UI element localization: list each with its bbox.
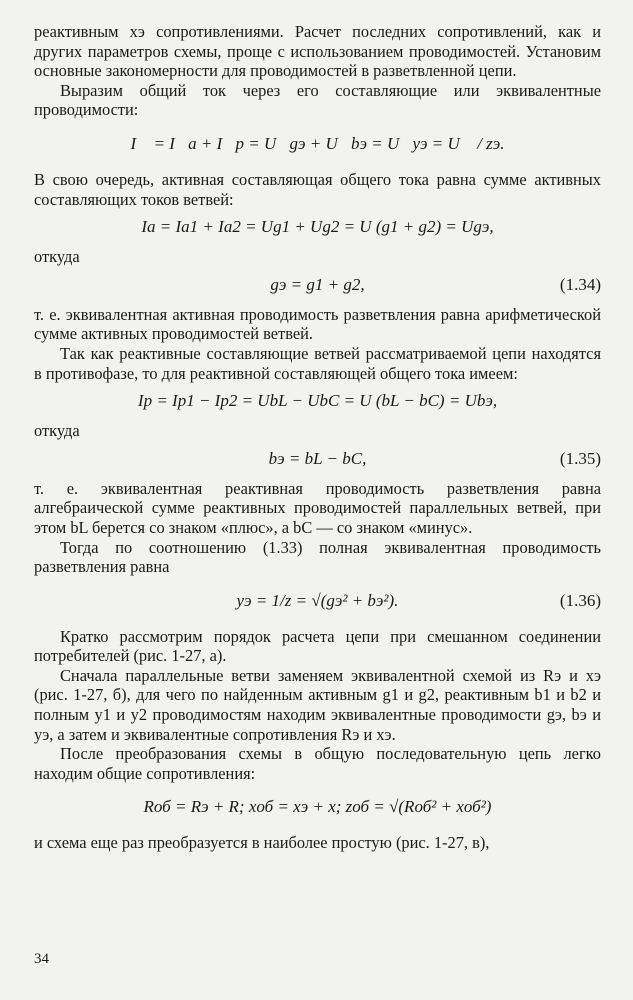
paragraph-reactive-intro: Так как реактивные составляющие ветвей рассматриваемой цепи находятся в противофазе, то для реактивной составляющей общего тока имеем: [34,343,601,383]
formula-text: gэ = g1 + g2, [270,274,365,294]
formula-reactive-current [34,391,601,413]
formula-1-34 [34,275,601,297]
formula-number: (1.35) [559,448,601,468]
formula-total-resistances [34,797,601,819]
paragraph-total-current: Выразим общий ток через его составляющие или эквивалентные проводимости: [34,80,601,120]
paragraph-continuation: реактивным xэ сопротивлениями. Расчет последних сопротивлений, как и других параметров схемы, проще с использованием проводимостей. Установим основные закономерности для проводимостей в разветвленной цепи. [34,22,601,81]
formula-active-current [34,217,601,239]
formula-text: Iа = Iа1 + Iа2 = Ug1 + Ug2 = U (g1 + g2) = Ugэ, [141,217,494,237]
paragraph-active-component: В свою очередь, активная составляющая общего тока равна сумме активных составляющих токов ветвей: [34,169,601,209]
paragraph-reactive-sum: т. е. эквивалентная реактивная проводимость разветвления равна алгебраической сумме реактивных проводимостей параллельных ветвей, при этом bL берется со знаком «плюс», а bC — со знаком «минус». [34,478,601,537]
formula-1-35 [34,449,601,471]
formula-text: Rоб = Rэ + R; xоб = xэ + x; zоб = √(Rоб² + xоб²) [143,797,492,817]
formula-number: (1.36) [559,590,601,610]
paragraph-active-sum: т. е. эквивалентная активная проводимость разветвления равна арифметической сумме активных проводимостей ветвей. [34,304,601,344]
formula-number: (1.34) [559,274,601,294]
paragraph-series-conversion: После преобразования схемы в общую последовательную цепь легко находим общие сопротивления: [34,744,601,783]
formula-text: bэ = bL − bC, [268,448,367,468]
paragraph-full-conductance: Тогда по соотношению (1.33) полная эквивалентная проводимость разветвления равна [34,537,601,577]
page-number: 34 [34,951,49,967]
formula-text: yэ = 1/z = √(gэ² + bэ²). [236,590,399,610]
paragraph-whence: откуда [34,247,80,267]
paragraph-mixed-connection: Кратко рассмотрим порядок расчета цепи при смешанном соединении потребителей (рис. 1-27, а). [34,626,601,666]
formula-total-current [34,134,601,156]
paragraph-equivalent-scheme: Сначала параллельные ветви заменяем эквивалентной схемой из Rэ и xэ (рис. 1-27, б), для чего по найденным активным g1 и g2, реактивным b1 и b2 и полным y1 и y2 проводимостям находим эквивалентные проводимости gэ, bэ и yэ, а затем и эквивалентные сопротивления Rэ и xэ. [34,665,601,744]
formula-1-36 [34,591,601,613]
paragraph-final: и схема еще раз преобразуется в наиболее простую (рис. 1-27, в), [34,833,490,853]
paragraph-whence-2: откуда [34,421,80,441]
formula-text: Iр = Iр1 − Iр2 = UbL − UbC = U (bL − bC) = Ubэ, [137,391,498,411]
formula-text: I⃗ = I⃗а + I⃗р = U⃗gэ + U⃗bэ = U⃗yэ = U⃗ / zэ. [130,133,505,153]
